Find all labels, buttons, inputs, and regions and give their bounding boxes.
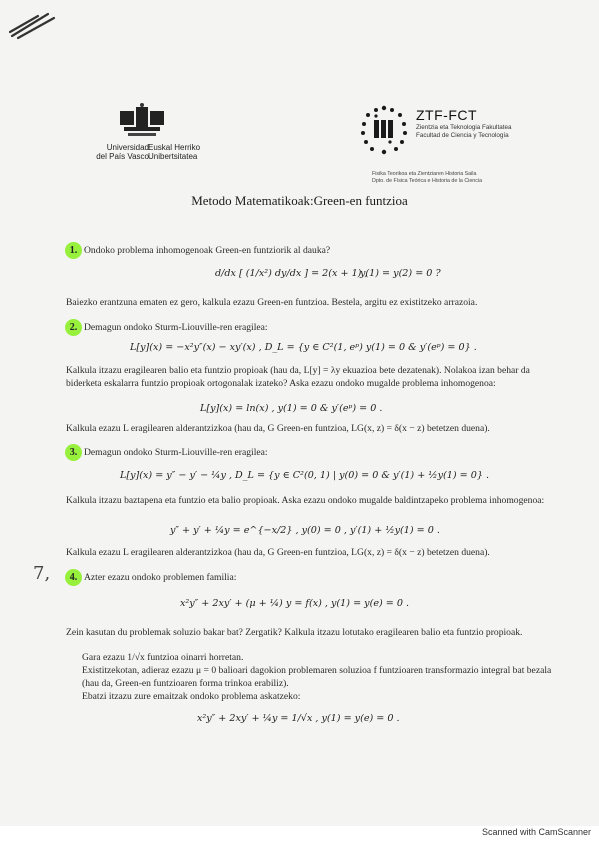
exercise-2-equation: L[y](x) = −x²y″(x) − xy′(x) , D_L = {y ∈ C²(1, eᵖ) y(1) = 0 & y′(eᵖ) = 0} .: [130, 342, 477, 353]
ztf-fct-name: ZTF-FCT: [416, 107, 478, 123]
exercise-3-text-2: Kalkula ezazu L eragilearen alderantzizkoa (hau da, G Green-en funtzioa, LG(x, z) = δ(x − z) betetzen duena).: [66, 547, 490, 558]
ztf-subtitle-eu: Zientzia eta Teknologia Fakultatea: [416, 124, 512, 131]
department-eu: Fisika Teorikoa eta Zientziaren Historia Saila: [372, 171, 477, 177]
ztf-fct-dotted-logo-icon: [356, 102, 412, 158]
ehu-logo: [118, 103, 166, 139]
exercise-1-intro: [65, 242, 545, 259]
ehu-name-eu: Euskal Herriko Unibertsitatea: [148, 143, 201, 161]
camscanner-watermark: Scanned with CamScanner: [481, 827, 591, 837]
exercise-2-text-1: Kalkula itzazu eragilearen balio eta funtzio propioak (hau da, L[y] = λy ekuazioa bete dezatenak). Nolakoa izan behar da biderketa eskalarra funtzio propioak ortogonalak izateko? Aska ezazu ondoko mugalde problema inhomogenoa:: [66, 365, 530, 389]
exercise-4-text-1: Zein kasutan du problemak soluzio bakar bat? Zergatik? Kalkula itzazu lotutako eragilearen balio eta funtzio propioak.: [66, 627, 523, 638]
exercise-4-text-4: Ebatzi itzazu zure emaitzak ondoko problema askatzeko:: [82, 691, 301, 702]
exercise-3-intro-text: Demagun ondoko Sturm-Liouville-ren eragilea:: [84, 447, 268, 458]
exercise-4-intro: [65, 569, 545, 586]
exercise-2-intro-text: Demagun ondoko Sturm-Liouville-ren eragilea:: [84, 322, 268, 333]
exercise-1-text: Baiezko erantzuna ematen ez gero, kalkula ezazu Green-en funtzioa. Bestela, argitu ez existitzeko arrazoia.: [66, 297, 478, 308]
exercise-2-number: 2.: [65, 319, 82, 336]
exercise-1-intro-text: Ondoko problema inhomogenoak Green-en funtziorik al dauka?: [84, 245, 331, 256]
exercise-2-intro: [65, 319, 545, 336]
exercise-1-boundary: y(1) = y(2) = 0 ?: [360, 268, 441, 279]
exercise-4-text-3: Existitzekotan, adieraz ezazu μ = 0 balioari dagokion problemaren soluzioa f funtzioaren transformazio integral bat bezala (hau da, Green-en funtzioaren forma trinkoa erabiliz).: [82, 665, 552, 689]
ztf-subtitle-es: Facultad de Ciencia y Tecnología: [416, 132, 509, 139]
exercise-2-equation-2: L[y](x) = ln(x) , y(1) = 0 & y′(eᵖ) = 0 .: [200, 403, 383, 414]
pen-scribble-mark: [8, 8, 58, 42]
exercise-3-number: 3.: [65, 444, 82, 461]
ehu-name-es: Universidad del País Vasco: [96, 143, 149, 161]
exercise-4-intro-text: Azter ezazu ondoko problemen familia:: [84, 572, 237, 583]
exercise-1-equation: d/dx [ (1/x²) dy/dx ] = 2(x + 1) ,: [215, 268, 368, 279]
ehu-emblem-icon: [118, 103, 166, 139]
exercise-4-equation-2: x²y″ + 2xy′ + ¼y = 1/√x , y(1) = y(e) = 0 .: [197, 713, 400, 724]
exercise-3-text-1: Kalkula itzazu baztapena eta funtzio eta balio propioak. Aska ezazu ondoko mugalde baldintzapeko problema inhomogenoa:: [66, 495, 545, 506]
exercise-2-text-2: Kalkula ezazu L eragilearen alderantzizkoa (hau da, G Green-en funtzioa, LG(x, z) = δ(x − z) betetzen duena).: [66, 423, 490, 434]
exercise-3-intro: [65, 444, 545, 461]
handwritten-margin-note: 7,: [33, 563, 51, 584]
exercise-3-equation-2: y″ + y′ + ¼y = e^{−x/2} , y(0) = 0 , y′(1) + ½y(1) = 0 .: [170, 525, 440, 536]
exercise-4-number: 4.: [65, 569, 82, 586]
exercise-4-equation: x²y″ + 2xy′ + (μ + ¼) y = f(x) , y(1) = y(e) = 0 .: [180, 598, 410, 609]
exercise-3-equation: L[y](x) = y″ − y′ − ¼y , D_L = {y ∈ C²(0, 1) | y(0) = 0 & y′(1) + ½y(1) = 0} .: [120, 470, 490, 481]
department-es: Dpto. de Física Teórica e Historia de la Ciencia: [372, 178, 483, 184]
page-title: Metodo Matematikoak:Green-en funtzioa: [191, 193, 408, 208]
exercise-4-text-2: Gara ezazu 1/√x funtzioa oinarri horretan.: [82, 652, 244, 663]
exercise-1-number: 1.: [65, 242, 82, 259]
